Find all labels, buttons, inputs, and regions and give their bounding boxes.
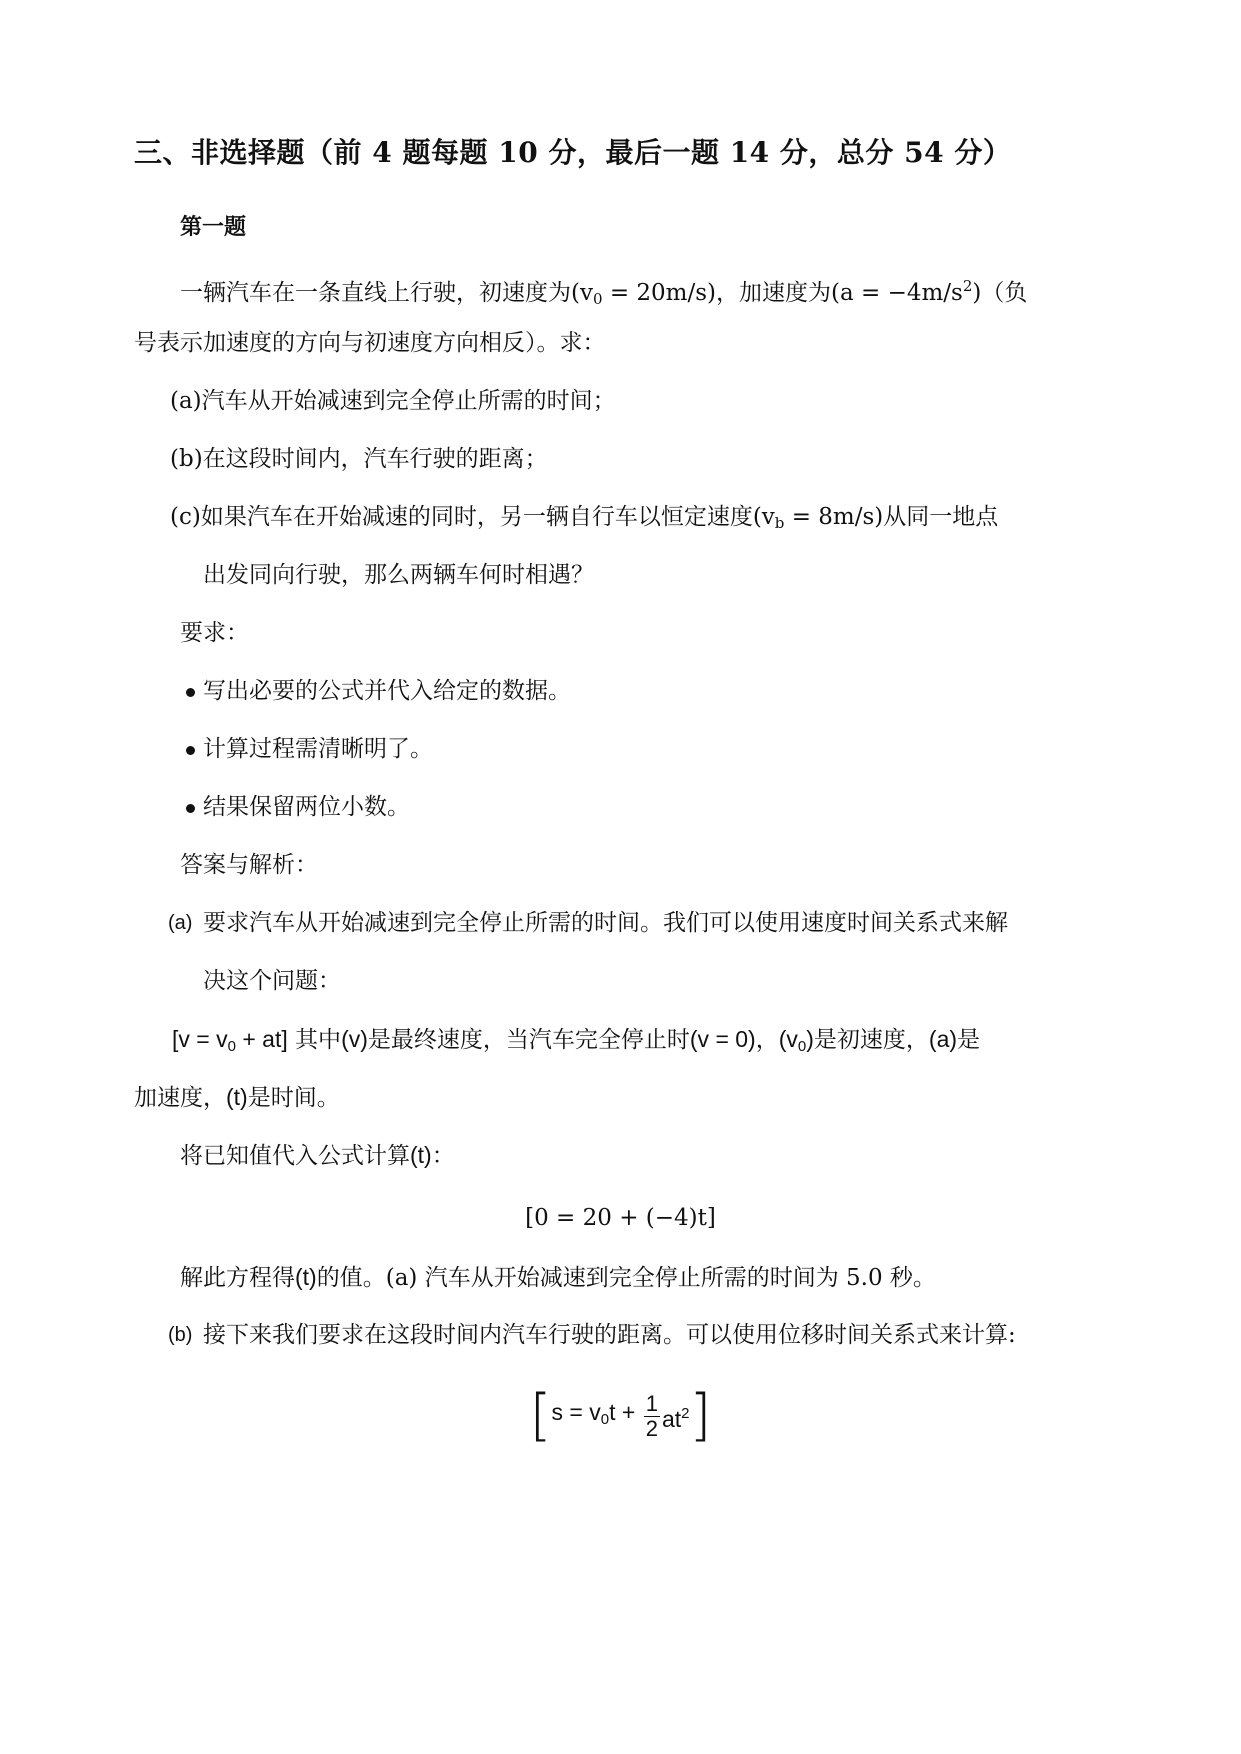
initial-velocity-expr: $(v_0 = 20m/s)$ [571, 280, 717, 308]
fraction-one-half: $\frac{1}{2}$ [645, 1390, 658, 1441]
formula1-line: $[v = v_0 + at]$ 其中(v)是最终速度，当汽车完全停止时(v = 0)，$(v_0)$是初速度，(a)是 [172, 1026, 981, 1055]
answer-b-label: (b) [168, 1324, 193, 1346]
stem-text-2: ，加速度为 [716, 280, 832, 306]
stem-text-3: （负 [981, 280, 1028, 306]
part-a: (a)汽车从开始减速到完全停止所需的时间； [170, 388, 616, 414]
bicycle-velocity-expr: $(v_b = 8m/s)$ [752, 504, 884, 532]
formula1-line2: 加速度，(t)是时间。 [134, 1084, 340, 1111]
answer-label: 答案与解析： [180, 852, 318, 878]
requirements-label: 要求： [180, 620, 249, 646]
question-stem-line2: 号表示加速度的方向与初速度方向相反）。求： [134, 330, 606, 356]
acceleration-expr: $(a = -4m/s^2)$ [831, 277, 982, 306]
stem-text-1: 一辆汽车在一条直线上行驶，初速度为 [180, 280, 571, 306]
equation-1: [0 = 20 + (−4)t] [525, 1205, 716, 1231]
velocity-formula: $[v = v_0 + at]$ [172, 1026, 288, 1055]
part-c-line1: (c)如果汽车在开始减速的同时，另一辆自行车以恒定速度$(v_b = 8m/s)$从同一地点 [170, 504, 999, 532]
answer-a-label: (a) [168, 912, 193, 934]
question-heading: 第一题 [180, 214, 247, 240]
displacement-formula: [$s = v_0t$ + $\frac{1}{2}$ $at^2$] [529, 1383, 712, 1448]
question-stem-line1 [180, 271, 1027, 314]
bullet-icon [186, 804, 195, 813]
part-b: (b)在这段时间内，汽车行驶的距离； [170, 446, 548, 472]
answer-a-line2: 决这个问题： [203, 968, 341, 994]
solve-line: 解此方程得(t)的值。(a) 汽车从开始减速到完全停止所需的时间为 5.0 秒。 [180, 1264, 936, 1291]
substitute-line: 将已知值代入公式计算(t)： [180, 1142, 455, 1169]
bullet-icon [186, 746, 195, 755]
part-c-line2: 出发同向行驶，那么两辆车何时相遇？ [203, 562, 594, 588]
bullet-icon [186, 688, 195, 697]
section-title: 三、非选择题（前 4 题每题 10 分，最后一题 14 分，总分 54 分） [134, 136, 1012, 169]
